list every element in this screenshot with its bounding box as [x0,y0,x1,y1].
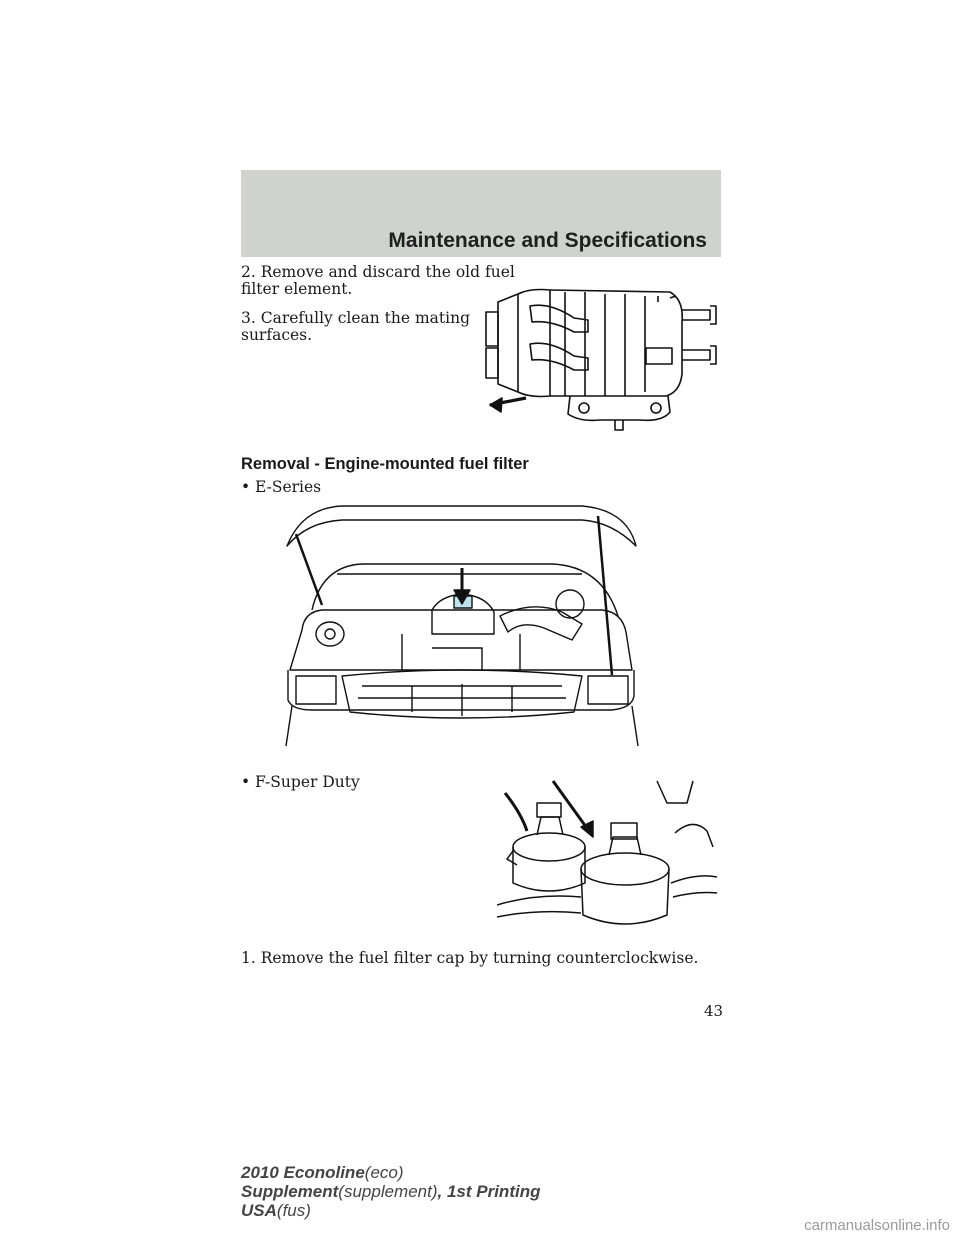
bullet-label: E-Series [255,478,322,496]
footer-market-code: (fus) [276,1201,311,1220]
section-title: Maintenance and Specifications [388,229,707,252]
f-super-duty-fuel-filter-illustration [497,773,719,941]
bullet-label: F-Super Duty [255,773,360,791]
bullet-symbol: • [241,773,251,791]
section-header-band [241,170,721,257]
bullet-symbol: • [241,478,251,496]
footer-line-2 [241,1182,540,1201]
step-3-line-2: surfaces. [241,326,313,344]
e-series-engine-bay-illustration [282,500,642,750]
footer-printing: , 1st Printing [437,1182,541,1201]
footer-market: USA [241,1201,277,1220]
section-heading: Removal - Engine-mounted fuel filter [241,455,529,473]
step-3-text [241,310,470,344]
bullet-e-series [241,478,321,496]
footer-line-1 [241,1163,540,1182]
fuel-filter-housing-illustration [470,262,730,434]
footer-publication-info [241,1163,540,1220]
footer-line-3 [241,1201,540,1220]
watermark: carmanualsonline.info [804,1217,950,1234]
page-number: 43 [704,1002,724,1020]
step-3-line-1: 3. Carefully clean the mating [241,309,471,327]
footer-model-code: (eco) [364,1163,404,1182]
bullet-f-super-duty [241,773,360,791]
step-2-line-2: filter element. [241,280,353,298]
step-2-line-1: 2. Remove and discard the old fuel [241,263,515,281]
footer-doc-type: Supplement [241,1182,339,1201]
footer-doc-code: (supplement) [338,1182,438,1201]
step-1-text: 1. Remove the fuel filter cap by turning counterclockwise. [241,949,699,967]
footer-model: 2010 Econoline [241,1163,365,1182]
